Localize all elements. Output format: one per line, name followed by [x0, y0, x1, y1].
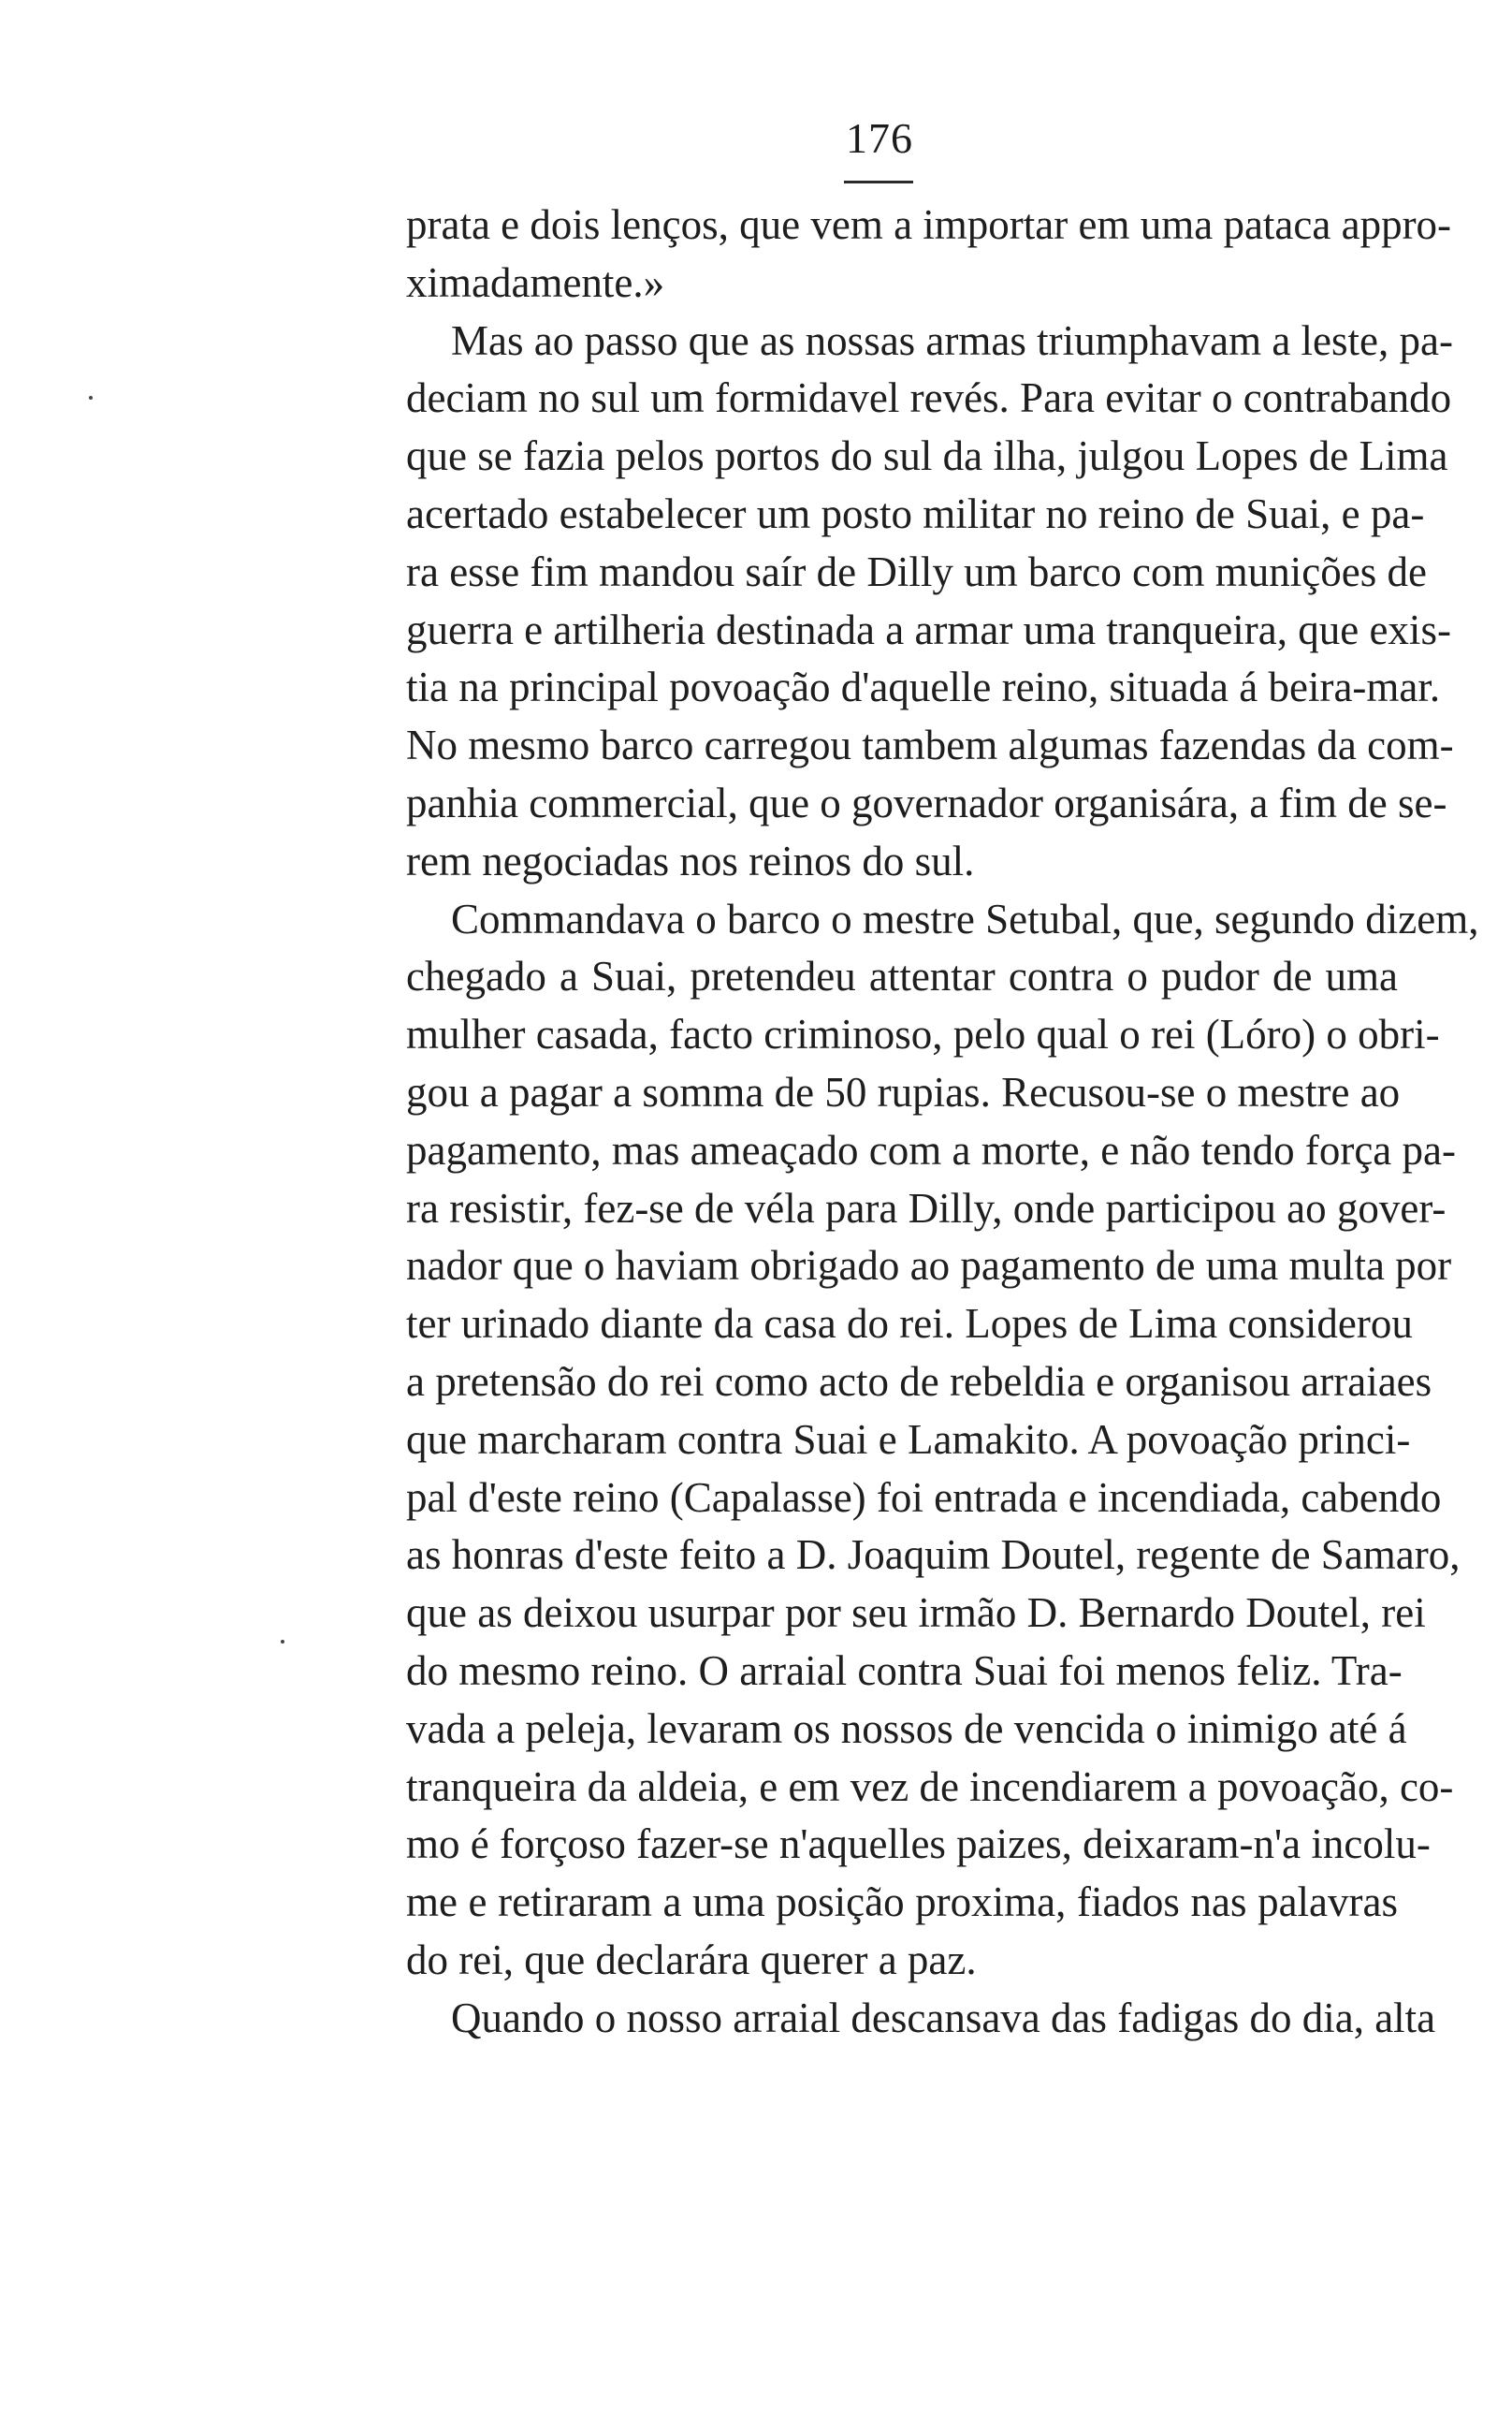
text-line: ter urinado diante da casa do rei. Lopes de Lima considerou [406, 1300, 1413, 1348]
text-line: ra esse fim mandou saír de Dilly um barco com munições de [406, 548, 1427, 595]
text-line: nador que o haviam obrigado ao pagamento de uma multa por [406, 1242, 1452, 1290]
text-line: a pretensão do rei como acto de rebeldia e organisou arraiaes [406, 1357, 1432, 1405]
text-line: gou a pagar a somma de 50 rupias. Recusou-se o mestre ao [406, 1068, 1401, 1116]
paragraph [406, 197, 1452, 313]
page-number-rule [844, 181, 913, 183]
text-line: mo é forçoso fazer-se n'aquelles paizes, deixaram-n'a incolu- [406, 1820, 1431, 1868]
text-line: que as deixou usurpar por seu irmão D. Bernardo Doutel, rei [406, 1589, 1426, 1637]
text-line: que se fazia pelos portos do sul da ilha, julgou Lopes de Lima [406, 432, 1448, 480]
text-line: No mesmo barco carregou tambem algumas fazendas da com- [406, 722, 1454, 769]
text-line: ra resistir, fez-se de véla para Dilly, onde participou ao gover- [406, 1184, 1447, 1232]
text-line: que marcharam contra Suai e Lamakito. A povoação princi- [406, 1415, 1411, 1463]
page-number: 176 [846, 114, 913, 162]
text-line: panhia commercial, que o governador organisára, a fim de se- [406, 779, 1447, 826]
text-line: do rei, que declarára querer a paz. [406, 1936, 977, 1983]
text-line: acertado estabelecer um posto militar no reino de Suai, e pa- [406, 490, 1425, 537]
paragraph [406, 1990, 1436, 2048]
text-line: prata e dois lenços, que vem a importar em uma pataca appro- [406, 201, 1452, 248]
scan-speck [281, 1640, 284, 1644]
text-line: pagamento, mas ameaçado com a morte, e não tendo força pa- [406, 1126, 1456, 1174]
text-line: Quando o nosso arraial descansava das fadigas do dia, alta [451, 1994, 1436, 2041]
text-line: deciam no sul um formidavel revés. Para evitar o contrabando [406, 374, 1452, 422]
text-line: as honras d'este feito a D. Joaquim Doutel, regente de Samaro, [406, 1531, 1461, 1579]
text-line: vada a peleja, levaram os nossos de vencida o inimigo até á [406, 1704, 1407, 1752]
scan-speck [89, 396, 93, 400]
text-line: do mesmo reino. O arraial contra Suai foi menos feliz. Tra- [406, 1646, 1403, 1694]
text-line: Commandava o barco o mestre Setubal, que, segundo dizem, [451, 895, 1479, 942]
text-line: pal d'este reino (Capalasse) foi entrada e incendiada, cabendo [406, 1473, 1442, 1521]
text-line: rem negociadas nos reinos do sul. [406, 837, 975, 884]
paragraph [406, 891, 1479, 1990]
text-line: tranqueira da aldeia, e em vez de incendiarem a povoação, co- [406, 1762, 1454, 1810]
text-line: me e retiraram a uma posição proxima, fiados nas palavras [406, 1878, 1398, 1926]
text-line: Mas ao passo que as nossas armas triumphavam a leste, pa- [451, 316, 1453, 364]
body-text [406, 197, 1479, 2048]
text-line: chegado a Suai, pretendeu attentar contra o pudor de uma [406, 953, 1398, 1001]
text-line: guerra e artilheria destinada a armar uma tranqueira, que exis- [406, 606, 1451, 653]
text-line: tia na principal povoação d'aquelle reino, situada á beira-mar. [406, 664, 1441, 711]
paragraph [406, 313, 1454, 891]
text-line: ximadamente.» [406, 258, 665, 306]
text-line: mulher casada, facto criminoso, pelo qual o rei (Lóro) o obri- [406, 1011, 1440, 1059]
